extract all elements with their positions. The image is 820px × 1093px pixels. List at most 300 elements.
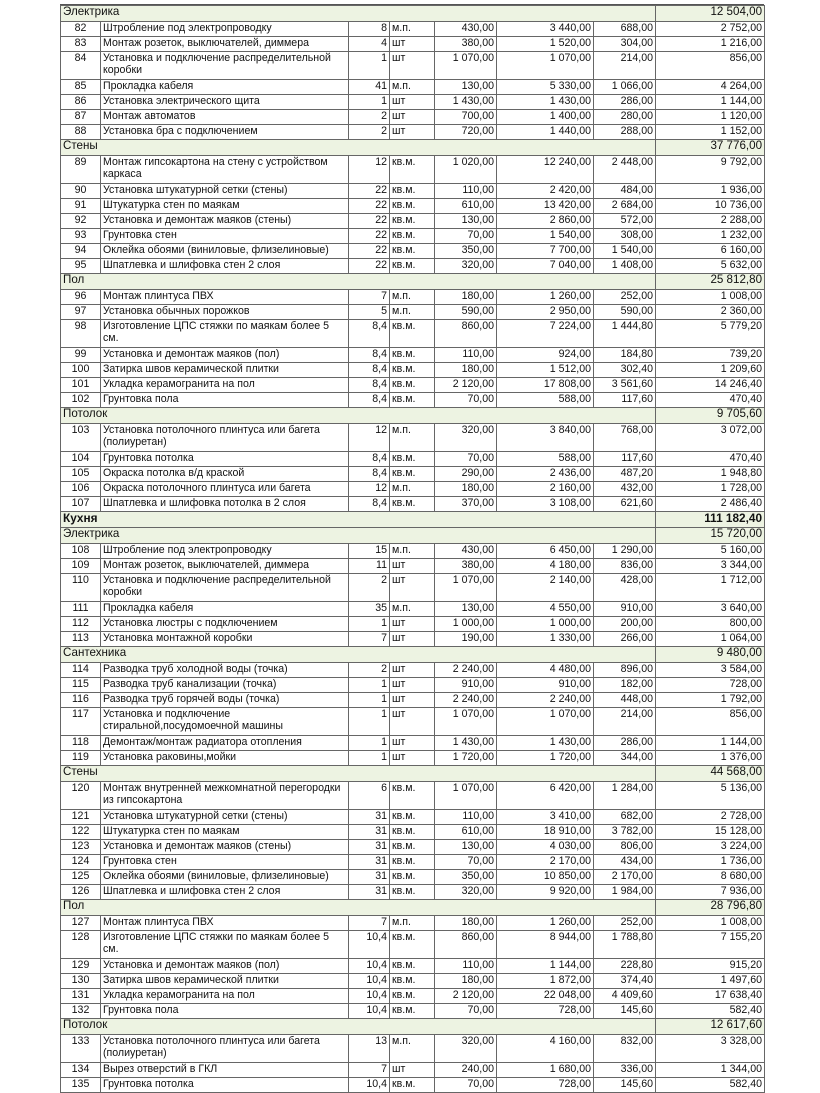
table-row (61, 348, 765, 363)
section-header-row (61, 528, 765, 544)
quantity-cell: 10,4 (349, 1004, 390, 1019)
row-number: 126 (61, 885, 101, 900)
table-row (61, 393, 765, 408)
row-number: 127 (61, 916, 101, 931)
unit-cell: кв.м. (390, 840, 435, 855)
section-header-row (61, 647, 765, 663)
total-cell: 1 376,00 (656, 751, 765, 766)
work-name: Установка и демонтаж маяков (пол) (101, 348, 349, 363)
work-name: Разводка труб холодной воды (точка) (101, 663, 349, 678)
quantity-cell: 1 (349, 52, 390, 80)
unit-cell: м.п. (390, 290, 435, 305)
row-number: 125 (61, 870, 101, 885)
sum-cell: 588,00 (497, 393, 594, 408)
table-row (61, 452, 765, 467)
tax-cell: 1 408,00 (594, 259, 656, 274)
unit-cell: кв.м. (390, 363, 435, 378)
section-total: 9 705,60 (656, 408, 765, 424)
quantity-cell: 31 (349, 885, 390, 900)
work-name: Разводка труб канализации (точка) (101, 678, 349, 693)
price-cell: 110,00 (435, 810, 497, 825)
section-total: 12 504,00 (656, 6, 765, 22)
row-number: 112 (61, 617, 101, 632)
section-header-row (61, 140, 765, 156)
unit-cell: шт (390, 1063, 435, 1078)
sum-cell: 12 240,00 (497, 156, 594, 184)
price-cell: 1 070,00 (435, 782, 497, 810)
tax-cell: 344,00 (594, 751, 656, 766)
work-name: Монтаж внутренней межкомнатной перегородки из гипсокартона (101, 782, 349, 810)
total-cell: 1 792,00 (656, 693, 765, 708)
unit-cell: кв.м. (390, 320, 435, 348)
quantity-cell: 10,4 (349, 974, 390, 989)
quantity-cell: 12 (349, 156, 390, 184)
sum-cell: 1 400,00 (497, 110, 594, 125)
work-name: Изготовление ЦПС стяжки по маякам более 5 см. (101, 320, 349, 348)
total-cell: 1 712,00 (656, 574, 765, 602)
work-name: Установка монтажной коробки (101, 632, 349, 647)
price-cell: 1 070,00 (435, 708, 497, 736)
tax-cell: 910,00 (594, 602, 656, 617)
work-name: Установка электрического щита (101, 95, 349, 110)
sum-cell: 728,00 (497, 1004, 594, 1019)
total-cell: 17 638,40 (656, 989, 765, 1004)
table-row (61, 782, 765, 810)
sum-cell: 1 260,00 (497, 290, 594, 305)
total-cell: 728,00 (656, 678, 765, 693)
work-name: Монтаж плинтуса ПВХ (101, 916, 349, 931)
quantity-cell: 31 (349, 855, 390, 870)
table-row (61, 855, 765, 870)
quantity-cell: 2 (349, 125, 390, 140)
row-number: 97 (61, 305, 101, 320)
table-row (61, 931, 765, 959)
tax-cell: 182,00 (594, 678, 656, 693)
work-name: Установка бра с подключением (101, 125, 349, 140)
work-name: Монтаж розеток, выключателей, диммера (101, 559, 349, 574)
table-row (61, 229, 765, 244)
section-total: 44 568,00 (656, 766, 765, 782)
quantity-cell: 7 (349, 632, 390, 647)
row-number: 110 (61, 574, 101, 602)
row-number: 109 (61, 559, 101, 574)
table-row (61, 259, 765, 274)
estimate-table (60, 5, 765, 1093)
unit-cell: шт (390, 95, 435, 110)
row-number: 133 (61, 1035, 101, 1063)
price-cell: 380,00 (435, 559, 497, 574)
table-row (61, 95, 765, 110)
total-cell: 9 792,00 (656, 156, 765, 184)
sum-cell: 5 330,00 (497, 80, 594, 95)
table-row (61, 22, 765, 37)
sum-cell: 7 224,00 (497, 320, 594, 348)
unit-cell: кв.м. (390, 810, 435, 825)
row-number: 129 (61, 959, 101, 974)
table-row (61, 1063, 765, 1078)
sum-cell: 1 430,00 (497, 95, 594, 110)
quantity-cell: 7 (349, 290, 390, 305)
quantity-cell: 8,4 (349, 378, 390, 393)
sum-cell: 2 950,00 (497, 305, 594, 320)
price-cell: 130,00 (435, 80, 497, 95)
sum-cell: 1 000,00 (497, 617, 594, 632)
price-cell: 430,00 (435, 22, 497, 37)
tax-cell: 896,00 (594, 663, 656, 678)
total-cell: 739,20 (656, 348, 765, 363)
price-cell: 1 000,00 (435, 617, 497, 632)
table-row (61, 305, 765, 320)
unit-cell: м.п. (390, 22, 435, 37)
work-name: Затирка швов керамической плитки (101, 974, 349, 989)
unit-cell: кв.м. (390, 393, 435, 408)
section-name: Сантехника (61, 647, 656, 663)
tax-cell: 4 409,60 (594, 989, 656, 1004)
sum-cell: 3 410,00 (497, 810, 594, 825)
unit-cell: кв.м. (390, 931, 435, 959)
section-total: 37 776,00 (656, 140, 765, 156)
row-number: 89 (61, 156, 101, 184)
table-row (61, 1035, 765, 1063)
total-cell: 5 779,20 (656, 320, 765, 348)
row-number: 128 (61, 931, 101, 959)
quantity-cell: 4 (349, 37, 390, 52)
price-cell: 1 070,00 (435, 52, 497, 80)
tax-cell: 432,00 (594, 482, 656, 497)
row-number: 91 (61, 199, 101, 214)
work-name: Разводка труб горячей воды (точка) (101, 693, 349, 708)
table-row (61, 617, 765, 632)
row-number: 105 (61, 467, 101, 482)
table-row (61, 424, 765, 452)
sum-cell: 3 840,00 (497, 424, 594, 452)
tax-cell: 572,00 (594, 214, 656, 229)
work-name: Монтаж гипсокартона на стену с устройством каркаса (101, 156, 349, 184)
total-cell: 1 344,00 (656, 1063, 765, 1078)
work-name: Грунтовка потолка (101, 452, 349, 467)
work-name: Монтаж розеток, выключателей, диммера (101, 37, 349, 52)
price-cell: 180,00 (435, 916, 497, 931)
work-name: Установка и демонтаж маяков (пол) (101, 959, 349, 974)
quantity-cell: 10,4 (349, 1078, 390, 1093)
sum-cell: 17 808,00 (497, 378, 594, 393)
sum-cell: 18 910,00 (497, 825, 594, 840)
sum-cell: 1 330,00 (497, 632, 594, 647)
work-name: Грунтовка стен (101, 229, 349, 244)
total-cell: 1 120,00 (656, 110, 765, 125)
quantity-cell: 35 (349, 602, 390, 617)
sum-cell: 7 040,00 (497, 259, 594, 274)
quantity-cell: 11 (349, 559, 390, 574)
tax-cell: 228,80 (594, 959, 656, 974)
quantity-cell: 2 (349, 574, 390, 602)
tax-cell: 266,00 (594, 632, 656, 647)
total-cell: 1 144,00 (656, 736, 765, 751)
table-row (61, 1004, 765, 1019)
sum-cell: 924,00 (497, 348, 594, 363)
sum-cell: 1 540,00 (497, 229, 594, 244)
unit-cell: кв.м. (390, 1004, 435, 1019)
table-row (61, 467, 765, 482)
section-name: Стены (61, 140, 656, 156)
total-cell: 1 948,80 (656, 467, 765, 482)
sum-cell: 3 440,00 (497, 22, 594, 37)
tax-cell: 308,00 (594, 229, 656, 244)
tax-cell: 286,00 (594, 95, 656, 110)
price-cell: 70,00 (435, 393, 497, 408)
work-name: Прокладка кабеля (101, 602, 349, 617)
work-name: Демонтаж/монтаж радиатора отопления (101, 736, 349, 751)
unit-cell: м.п. (390, 482, 435, 497)
unit-cell: м.п. (390, 1035, 435, 1063)
table-row (61, 870, 765, 885)
unit-cell: шт (390, 632, 435, 647)
price-cell: 350,00 (435, 870, 497, 885)
total-cell: 4 264,00 (656, 80, 765, 95)
price-cell: 1 020,00 (435, 156, 497, 184)
tax-cell: 3 782,00 (594, 825, 656, 840)
work-name: Грунтовка пола (101, 393, 349, 408)
tax-cell: 1 788,80 (594, 931, 656, 959)
unit-cell: кв.м. (390, 1078, 435, 1093)
sum-cell: 2 436,00 (497, 467, 594, 482)
quantity-cell: 8 (349, 22, 390, 37)
tax-cell: 3 561,60 (594, 378, 656, 393)
work-name: Затирка швов керамической плитки (101, 363, 349, 378)
unit-cell: кв.м. (390, 259, 435, 274)
unit-cell: кв.м. (390, 156, 435, 184)
total-cell: 1 736,00 (656, 855, 765, 870)
work-name: Установка обычных порожков (101, 305, 349, 320)
row-number: 101 (61, 378, 101, 393)
sum-cell: 2 140,00 (497, 574, 594, 602)
total-cell: 5 160,00 (656, 544, 765, 559)
quantity-cell: 22 (349, 229, 390, 244)
row-number: 82 (61, 22, 101, 37)
total-cell: 1 936,00 (656, 184, 765, 199)
unit-cell: шт (390, 125, 435, 140)
row-number: 118 (61, 736, 101, 751)
table-row (61, 80, 765, 95)
work-name: Установка штукатурной сетки (стены) (101, 810, 349, 825)
room-name: Кухня (61, 512, 656, 528)
quantity-cell: 22 (349, 199, 390, 214)
row-number: 103 (61, 424, 101, 452)
quantity-cell: 1 (349, 617, 390, 632)
total-cell: 1 144,00 (656, 95, 765, 110)
table-row (61, 840, 765, 855)
price-cell: 320,00 (435, 885, 497, 900)
table-row (61, 574, 765, 602)
sum-cell: 4 180,00 (497, 559, 594, 574)
sum-cell: 4 160,00 (497, 1035, 594, 1063)
table-row (61, 497, 765, 512)
price-cell: 1 430,00 (435, 95, 497, 110)
section-name: Пол (61, 274, 656, 290)
total-cell: 470,40 (656, 452, 765, 467)
tax-cell: 2 170,00 (594, 870, 656, 885)
price-cell: 110,00 (435, 184, 497, 199)
work-name: Установка и подключение распределительной коробки (101, 574, 349, 602)
price-cell: 70,00 (435, 452, 497, 467)
price-cell: 610,00 (435, 825, 497, 840)
total-cell: 582,40 (656, 1004, 765, 1019)
price-cell: 130,00 (435, 840, 497, 855)
tax-cell: 832,00 (594, 1035, 656, 1063)
section-total: 9 480,00 (656, 647, 765, 663)
total-cell: 470,40 (656, 393, 765, 408)
unit-cell: кв.м. (390, 184, 435, 199)
total-cell: 1 008,00 (656, 290, 765, 305)
unit-cell: м.п. (390, 544, 435, 559)
table-row (61, 244, 765, 259)
unit-cell: кв.м. (390, 378, 435, 393)
tax-cell: 688,00 (594, 22, 656, 37)
row-number: 93 (61, 229, 101, 244)
table-row (61, 663, 765, 678)
tax-cell: 374,40 (594, 974, 656, 989)
table-row (61, 736, 765, 751)
sum-cell: 2 160,00 (497, 482, 594, 497)
tax-cell: 2 448,00 (594, 156, 656, 184)
section-total: 15 720,00 (656, 528, 765, 544)
room-header-row (61, 512, 765, 528)
unit-cell: шт (390, 52, 435, 80)
total-cell: 3 344,00 (656, 559, 765, 574)
unit-cell: кв.м. (390, 974, 435, 989)
quantity-cell: 22 (349, 184, 390, 199)
table-row (61, 602, 765, 617)
row-number: 102 (61, 393, 101, 408)
section-name: Электрика (61, 6, 656, 22)
price-cell: 610,00 (435, 199, 497, 214)
unit-cell: кв.м. (390, 825, 435, 840)
row-number: 119 (61, 751, 101, 766)
table-row (61, 214, 765, 229)
total-cell: 3 640,00 (656, 602, 765, 617)
tax-cell: 448,00 (594, 693, 656, 708)
quantity-cell: 2 (349, 110, 390, 125)
section-header-row (61, 1019, 765, 1035)
tax-cell: 428,00 (594, 574, 656, 602)
total-cell: 582,40 (656, 1078, 765, 1093)
row-number: 100 (61, 363, 101, 378)
price-cell: 180,00 (435, 482, 497, 497)
quantity-cell: 1 (349, 693, 390, 708)
total-cell: 856,00 (656, 52, 765, 80)
price-cell: 860,00 (435, 931, 497, 959)
price-cell: 110,00 (435, 959, 497, 974)
work-name: Шпатлевка и шлифовка потолка в 2 слоя (101, 497, 349, 512)
work-name: Оклейка обоями (виниловые, флизелиновые) (101, 870, 349, 885)
total-cell: 856,00 (656, 708, 765, 736)
tax-cell: 117,60 (594, 452, 656, 467)
row-number: 134 (61, 1063, 101, 1078)
price-cell: 860,00 (435, 320, 497, 348)
work-name: Установка потолочного плинтуса или багета (полиуретан) (101, 424, 349, 452)
sum-cell: 1 872,00 (497, 974, 594, 989)
unit-cell: шт (390, 559, 435, 574)
section-name: Электрика (61, 528, 656, 544)
unit-cell: кв.м. (390, 782, 435, 810)
quantity-cell: 31 (349, 870, 390, 885)
row-number: 114 (61, 663, 101, 678)
unit-cell: м.п. (390, 305, 435, 320)
quantity-cell: 22 (349, 244, 390, 259)
section-header-row (61, 6, 765, 22)
quantity-cell: 7 (349, 1063, 390, 1078)
quantity-cell: 8,4 (349, 467, 390, 482)
tax-cell: 145,60 (594, 1004, 656, 1019)
row-number: 122 (61, 825, 101, 840)
row-number: 87 (61, 110, 101, 125)
unit-cell: шт (390, 678, 435, 693)
total-cell: 3 328,00 (656, 1035, 765, 1063)
total-cell: 1 064,00 (656, 632, 765, 647)
unit-cell: м.п. (390, 916, 435, 931)
work-name: Установка и демонтаж маяков (стены) (101, 214, 349, 229)
table-row (61, 751, 765, 766)
total-cell: 3 584,00 (656, 663, 765, 678)
total-cell: 2 288,00 (656, 214, 765, 229)
unit-cell: м.п. (390, 602, 435, 617)
tax-cell: 214,00 (594, 708, 656, 736)
sum-cell: 2 170,00 (497, 855, 594, 870)
quantity-cell: 8,4 (349, 320, 390, 348)
table-row (61, 199, 765, 214)
work-name: Шпатлевка и шлифовка стен 2 слоя (101, 259, 349, 274)
unit-cell: кв.м. (390, 885, 435, 900)
total-cell: 1 216,00 (656, 37, 765, 52)
row-number: 85 (61, 80, 101, 95)
quantity-cell: 41 (349, 80, 390, 95)
estimate-rows (61, 6, 765, 1093)
sum-cell: 1 070,00 (497, 708, 594, 736)
sum-cell: 9 920,00 (497, 885, 594, 900)
section-header-row (61, 766, 765, 782)
sum-cell: 2 240,00 (497, 693, 594, 708)
row-number: 131 (61, 989, 101, 1004)
price-cell: 2 240,00 (435, 663, 497, 678)
quantity-cell: 10,4 (349, 959, 390, 974)
unit-cell: шт (390, 751, 435, 766)
price-cell: 910,00 (435, 678, 497, 693)
total-cell: 1 152,00 (656, 125, 765, 140)
quantity-cell: 8,4 (349, 393, 390, 408)
work-name: Грунтовка стен (101, 855, 349, 870)
row-number: 104 (61, 452, 101, 467)
row-number: 116 (61, 693, 101, 708)
price-cell: 70,00 (435, 855, 497, 870)
total-cell: 2 360,00 (656, 305, 765, 320)
work-name: Укладка керамогранита на пол (101, 378, 349, 393)
row-number: 94 (61, 244, 101, 259)
row-number: 123 (61, 840, 101, 855)
unit-cell: шт (390, 37, 435, 52)
unit-cell: кв.м. (390, 452, 435, 467)
quantity-cell: 22 (349, 259, 390, 274)
sum-cell: 1 680,00 (497, 1063, 594, 1078)
price-cell: 180,00 (435, 974, 497, 989)
tax-cell: 1 984,00 (594, 885, 656, 900)
sum-cell: 10 850,00 (497, 870, 594, 885)
sum-cell: 1 720,00 (497, 751, 594, 766)
quantity-cell: 8,4 (349, 452, 390, 467)
row-number: 132 (61, 1004, 101, 1019)
tax-cell: 621,60 (594, 497, 656, 512)
table-row (61, 184, 765, 199)
tax-cell: 252,00 (594, 916, 656, 931)
